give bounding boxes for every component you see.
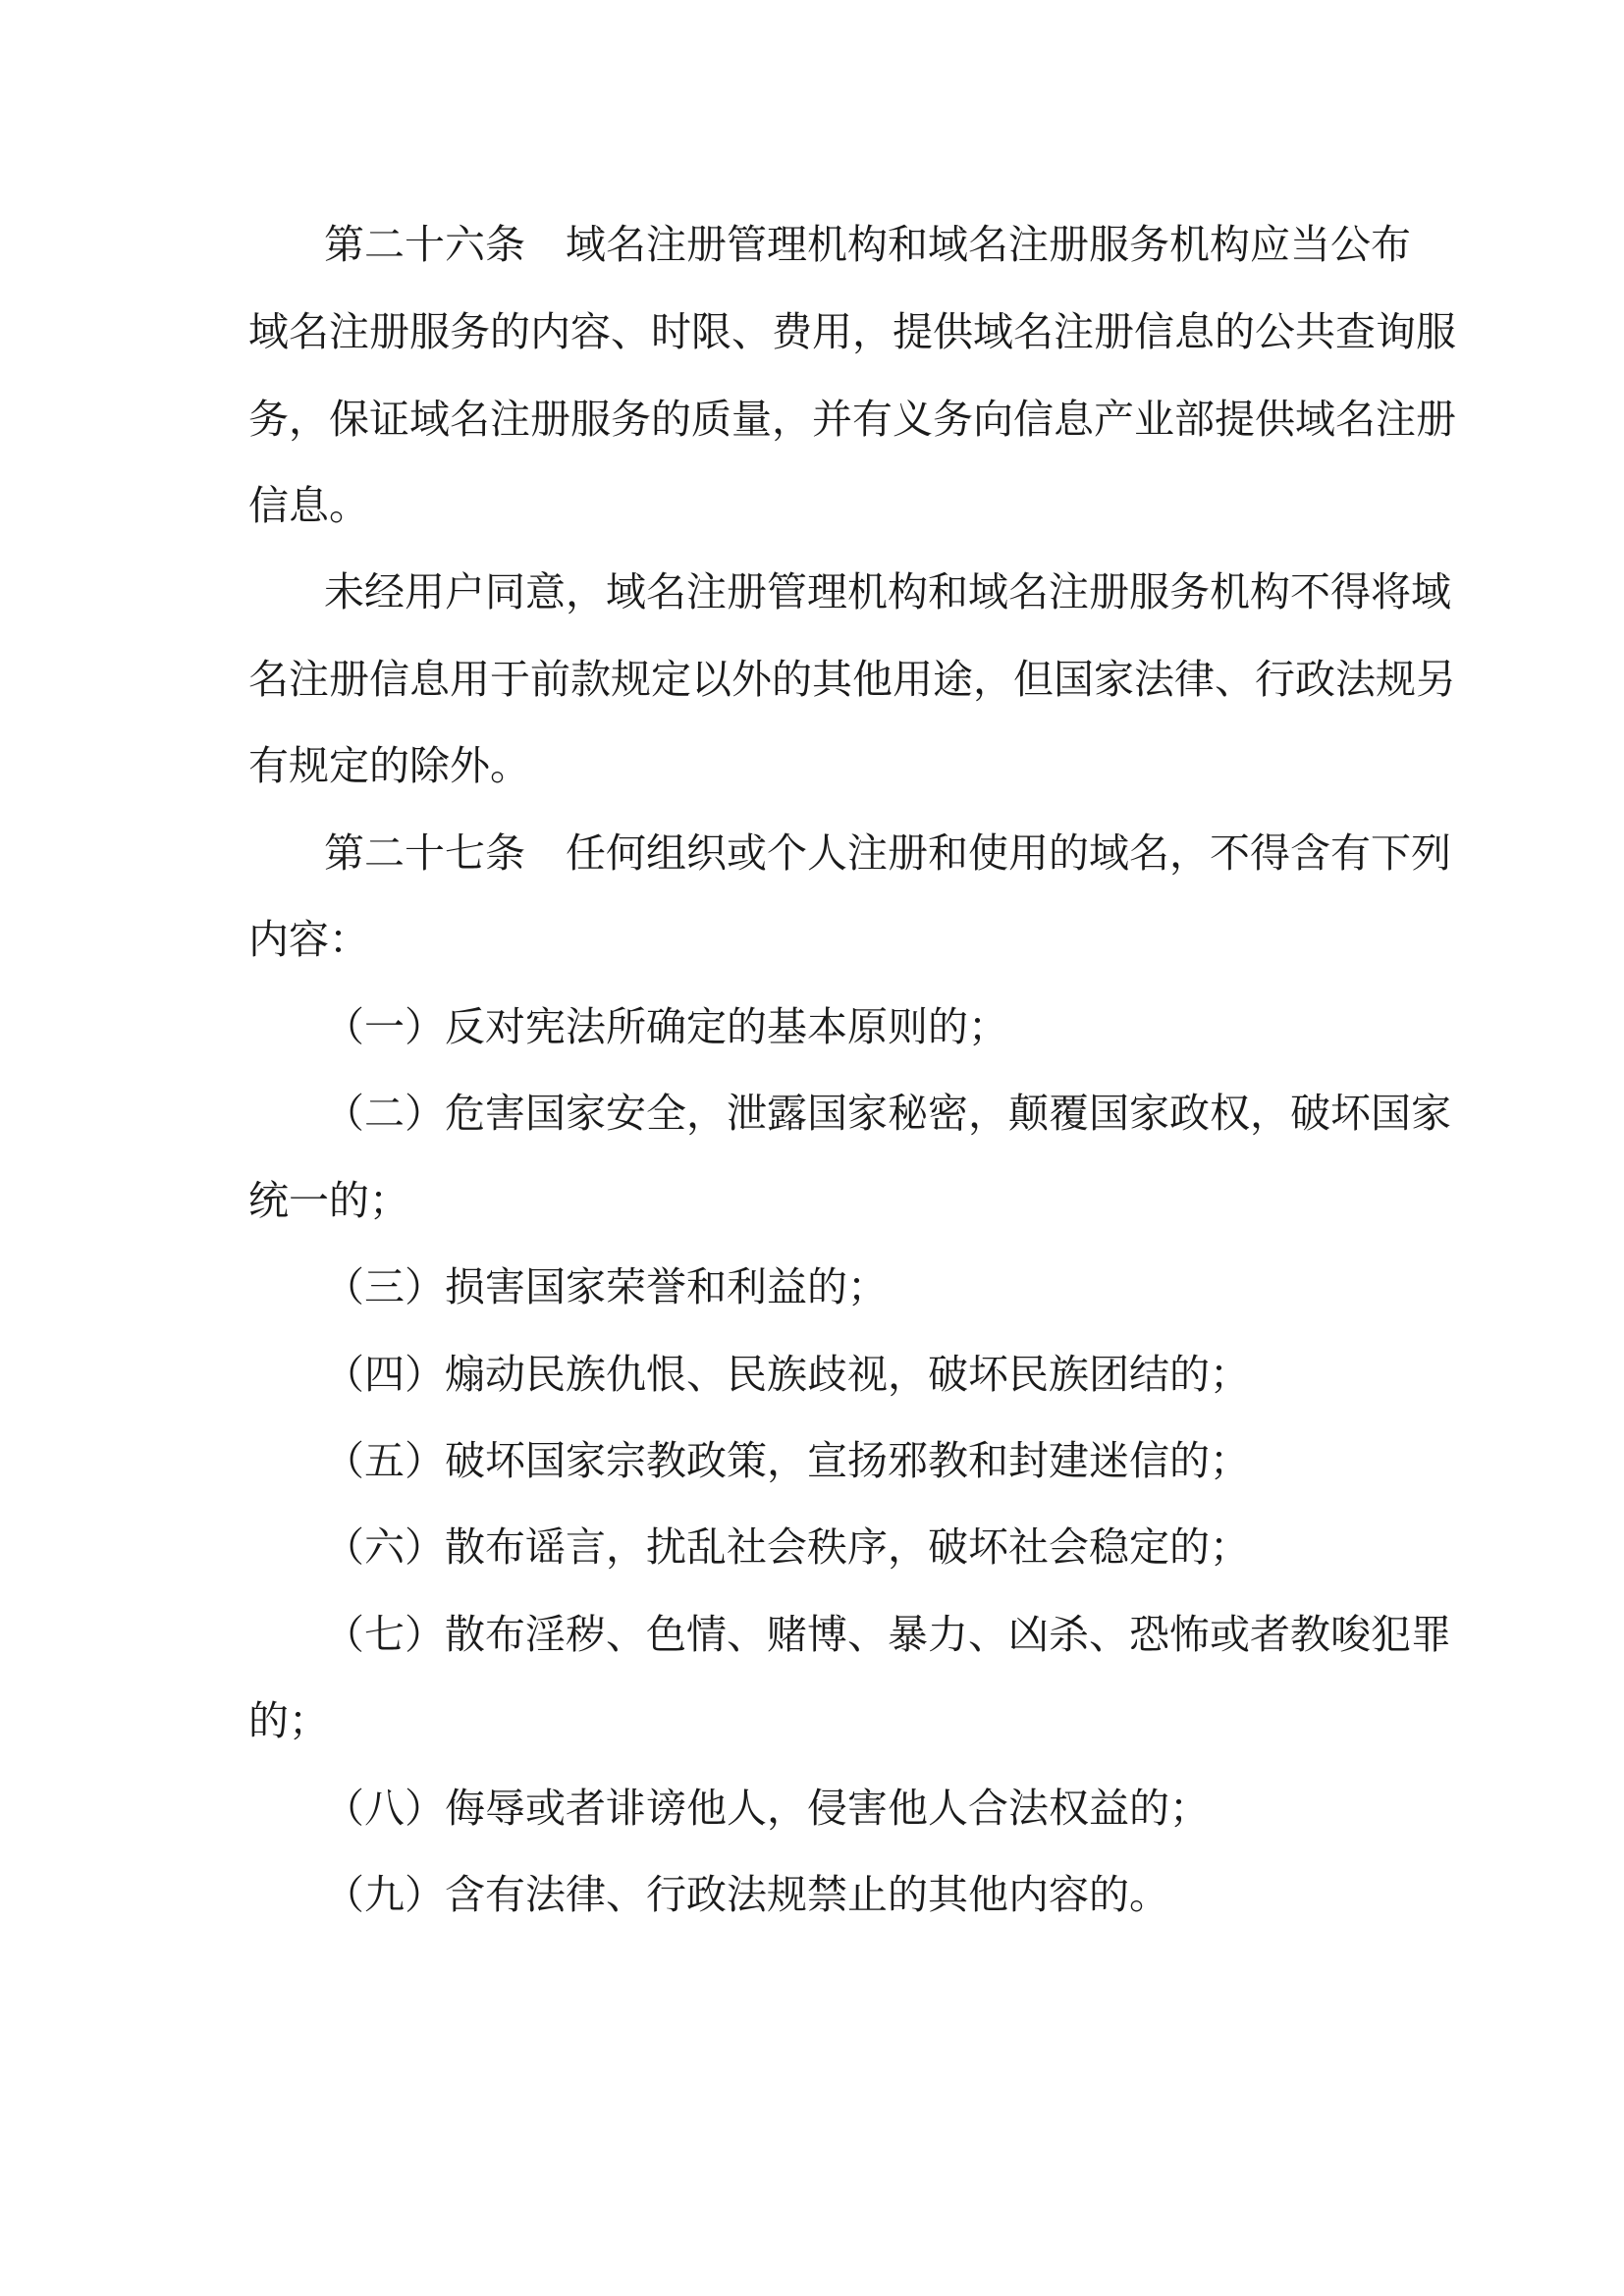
article-26-line-4: 信息。 (248, 482, 369, 529)
article-26-para-2-line-2: 名注册信息用于前款规定以外的其他用途，但国家法律、行政法规另 (248, 656, 1456, 703)
list-item-7: （七）散布淫秽、色情、赌博、暴力、凶杀、恐怖或者教唆犯罪 (324, 1611, 1451, 1658)
list-item-7-cont: 的； (248, 1697, 329, 1744)
list-item-1: （一）反对宪法所确定的基本原则的； (324, 1003, 1008, 1050)
list-item-9: （九）含有法律、行政法规禁止的其他内容的。 (324, 1871, 1169, 1918)
article-27-intro-line-2: 内容： (248, 916, 369, 963)
article-26-para-2-line-3: 有规定的除外。 (248, 742, 530, 789)
article-26-line-2: 域名注册服务的内容、时限、费用，提供域名注册信息的公共查询服 (248, 308, 1456, 355)
list-item-2: （二）危害国家安全，泄露国家秘密，颠覆国家政权，破坏国家 (324, 1090, 1451, 1137)
list-item-5: （五）破坏国家宗教政策，宣扬邪教和封建迷信的； (324, 1437, 1250, 1484)
list-item-2-cont: 统一的； (248, 1177, 409, 1224)
list-item-8: （八）侮辱或者诽谤他人，侵害他人合法权益的； (324, 1785, 1210, 1832)
article-26-line-3: 务，保证域名注册服务的质量，并有义务向信息产业部提供域名注册 (248, 396, 1456, 443)
article-26-para-2-line-1: 未经用户同意，域名注册管理机构和域名注册服务机构不得将域 (324, 568, 1451, 615)
article-27-intro-line-1: 第二十七条 任何组织或个人注册和使用的域名，不得含有下列 (324, 829, 1451, 877)
list-item-6: （六）散布谣言，扰乱社会秩序，破坏社会稳定的； (324, 1523, 1250, 1571)
list-item-3: （三）损害国家荣誉和利益的； (324, 1263, 888, 1310)
list-item-4: （四）煽动民族仇恨、民族歧视，破坏民族团结的； (324, 1351, 1250, 1398)
article-26-line-1: 第二十六条 域名注册管理机构和域名注册服务机构应当公布 (324, 221, 1411, 268)
